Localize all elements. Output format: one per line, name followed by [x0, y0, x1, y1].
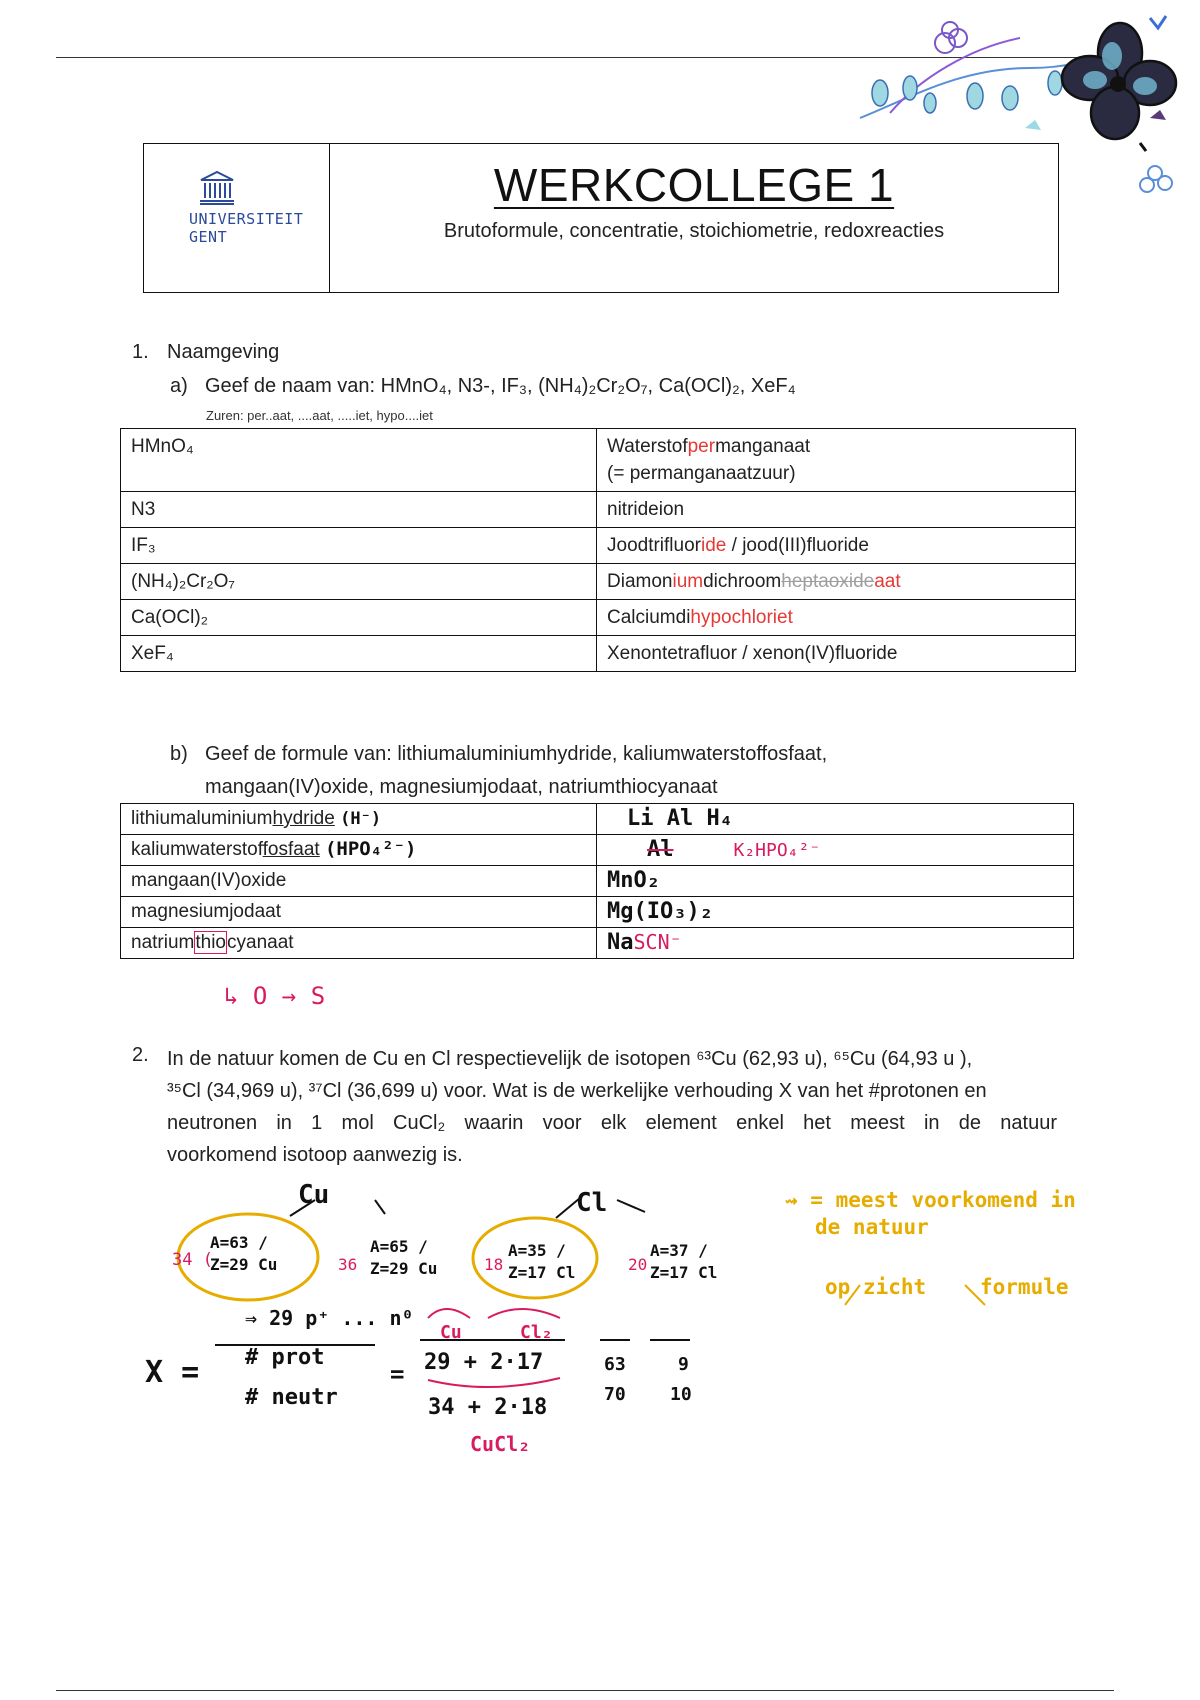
hw-yellow-note-1: ⇝ = meest voorkomend in — [785, 1188, 1076, 1212]
cell-highlight: ium — [672, 571, 704, 592]
q2-number: 2. — [132, 1044, 149, 1066]
hw-cl35-neutrons: 18 — [484, 1255, 504, 1274]
cell-text: dichroom — [703, 571, 782, 592]
university-logo — [189, 170, 304, 246]
cell-highlight: per — [687, 436, 716, 457]
hw-cu63-neutrons: 34 ( — [172, 1250, 213, 1270]
table-cell — [597, 804, 1074, 835]
hw-protons-note: ⇒ 29 p⁺ ... n⁰ — [245, 1306, 414, 1330]
hw-cu65-isotope: A=65 / Z=29 Cu — [370, 1237, 438, 1278]
table-row — [121, 928, 1074, 959]
table-formulas — [120, 803, 1074, 959]
table-naming — [120, 428, 1076, 672]
table-cell — [597, 866, 1074, 897]
table-row — [121, 429, 1076, 492]
circled-text: thio — [195, 932, 226, 953]
cell-text: kaliumwaterstof — [131, 839, 263, 860]
hw-cu-small: Cu — [440, 1322, 462, 1343]
table-cell: nitrideion — [597, 492, 1076, 528]
thio-note: ↳ O → S — [224, 982, 326, 1010]
hw-cl-label: Cl — [576, 1188, 608, 1218]
table-cell: (NH₄)₂Cr₂O₇ — [121, 564, 597, 600]
hw-res1-bottom: 70 — [604, 1384, 626, 1405]
table-row — [121, 528, 1076, 564]
table-cell: Ca(OCl)₂ — [121, 600, 597, 636]
hw-equals: = — [390, 1360, 405, 1388]
table-cell — [121, 804, 597, 835]
table-row — [121, 636, 1076, 672]
table-cell — [597, 897, 1074, 928]
handwritten-answer: K₂HPO₄²⁻ — [733, 840, 821, 861]
page-title: WERKCOLLEGE 1 — [493, 159, 895, 211]
hw-res2-top: 9 — [678, 1354, 689, 1375]
hw-yellow-note-2: de natuur — [815, 1215, 929, 1239]
cell-text: / jood(III)fluoride — [726, 535, 869, 556]
acids-note: Zuren: per..aat, ....aat, .....iet, hypo....iet — [206, 408, 433, 423]
hw-res2-bottom: 10 — [670, 1384, 692, 1405]
cell-text: natrium — [131, 932, 195, 953]
cell-text: lithiumaluminium — [131, 808, 273, 829]
hw-cl37-isotope: A=37 / Z=17 Cl — [650, 1241, 718, 1282]
q1b-label: b) — [170, 743, 188, 765]
handwritten-note: (H⁻) — [340, 809, 382, 829]
cell-highlight: aat — [874, 571, 901, 592]
handwritten-note: (HPO₄²⁻) — [324, 838, 417, 860]
q1-title: Naamgeving — [167, 341, 280, 363]
q2-line-4: voorkomend isotoop aanwezig is. — [167, 1144, 463, 1166]
table-cell — [121, 835, 597, 866]
hw-cu63-isotope: A=63 / Z=29 Cu — [210, 1233, 278, 1274]
table-row — [121, 835, 1074, 866]
header-box — [143, 143, 1059, 293]
cell-strikethrough: heptaoxide — [781, 571, 875, 592]
title-cell — [330, 144, 1058, 292]
table-cell — [597, 429, 1076, 492]
cell-text: Diamon — [607, 571, 673, 592]
q1b-text-2: mangaan(IV)oxide, magnesiumjodaat, natriumthiocyanaat — [205, 776, 718, 798]
q1a-text: Geef de naam van: HMnO₄, N3-, IF₃, (NH₄)₂Cr₂O₇, Ca(OCl)₂, XeF₄ — [205, 375, 796, 397]
table-cell: IF₃ — [121, 528, 597, 564]
handwritten-answer: MnO₂ — [607, 868, 660, 893]
q1b-text-1: Geef de formule van: lithiumaluminiumhydride, kaliumwaterstoffosfaat, — [205, 743, 828, 765]
page-subtitle: Brutoformule, concentratie, stoichiometrie, redoxreacties — [443, 220, 945, 242]
cell-text: cyanaat — [227, 932, 294, 953]
q1b-prompt — [170, 738, 827, 804]
hw-cl2-small: Cl₂ — [520, 1322, 553, 1343]
handwritten-struck: Al — [647, 837, 674, 862]
logo-cell — [144, 144, 330, 292]
table-row — [121, 866, 1074, 897]
hw-res1-top: 63 — [604, 1354, 626, 1375]
table-cell: N3 — [121, 492, 597, 528]
table-row — [121, 492, 1076, 528]
handwritten-answer: SCN⁻ — [633, 930, 682, 954]
table-cell — [597, 528, 1076, 564]
table-cell: Xenontetrafluor / xenon(IV)fluoride — [597, 636, 1076, 672]
handwritten-answer: Mg(IO₃)₂ — [607, 899, 713, 924]
q1-heading — [132, 341, 279, 364]
table-cell: mangaan(IV)oxide — [121, 866, 597, 897]
table-cell — [121, 928, 597, 959]
hw-calc-top: 29 + 2·17 — [424, 1350, 544, 1375]
table-row — [121, 804, 1074, 835]
hw-cu65-neutrons: 36 — [338, 1255, 358, 1274]
hw-x-label: X = — [145, 1355, 200, 1390]
q2-text — [167, 1043, 1057, 1171]
table-cell: magnesiumjodaat — [121, 897, 597, 928]
logo-line-1: UNIVERSITEIT — [189, 210, 304, 228]
table-row — [121, 897, 1074, 928]
q1-number: 1. — [132, 341, 149, 363]
hw-frac-bottom: # neutr — [245, 1385, 338, 1410]
table-cell: HMnO₄ — [121, 429, 597, 492]
q2-line-1: In de natuur komen de Cu en Cl respectievelijk de isotopen ⁶³Cu (62,93 u), ⁶⁵Cu (64,93 u ), — [167, 1048, 973, 1070]
building-icon — [197, 170, 237, 206]
cell-text: Waterstof — [607, 436, 688, 457]
cell-text: manganaat — [715, 436, 811, 457]
table-cell — [597, 928, 1074, 959]
q2-line-2: ³⁵Cl (34,969 u), ³⁷Cl (36,699 u) voor. Wat is de werkelijke verhouding X van het #protonen en — [167, 1080, 987, 1102]
cell-text: hydride — [272, 808, 335, 829]
cell-text: Calciumdi — [607, 607, 691, 628]
cell-highlight: hypochloriet — [690, 607, 793, 628]
q1a-label: a) — [170, 375, 188, 397]
logo-line-2: GENT — [189, 228, 228, 246]
table-row — [121, 600, 1076, 636]
cell-text: fosfaat — [262, 839, 320, 860]
cell-text: (= permanganaatzuur) — [607, 463, 796, 484]
table-cell: XeF₄ — [121, 636, 597, 672]
hw-cl35-isotope: A=35 / Z=17 Cl — [508, 1241, 576, 1282]
hw-calc-bottom: 34 + 2·18 — [428, 1395, 548, 1420]
hw-yellow-right: formule — [980, 1275, 1069, 1299]
hw-cu-label: Cu — [298, 1180, 330, 1210]
table-cell — [597, 600, 1076, 636]
cell-highlight: ide — [701, 535, 727, 556]
handwritten-answer: Na — [607, 930, 634, 955]
handwritten-answer: Li Al H₄ — [627, 806, 733, 831]
cell-text: Joodtrifluor — [607, 535, 701, 556]
hw-frac-top: # prot — [245, 1345, 325, 1370]
q2-line-3: neutronen in 1 mol CuCl₂ waarin voor elk element enkel het meest in de natuur — [167, 1112, 1057, 1134]
table-cell — [597, 835, 1074, 866]
bottom-rule — [56, 1690, 1114, 1691]
table-cell — [597, 564, 1076, 600]
hw-cl37-neutrons: 20 — [628, 1255, 648, 1274]
hw-cucl2-small: CuCl₂ — [470, 1432, 531, 1456]
hw-yellow-left: op zicht — [825, 1275, 927, 1299]
q1a-prompt — [170, 375, 796, 398]
table-row — [121, 564, 1076, 600]
